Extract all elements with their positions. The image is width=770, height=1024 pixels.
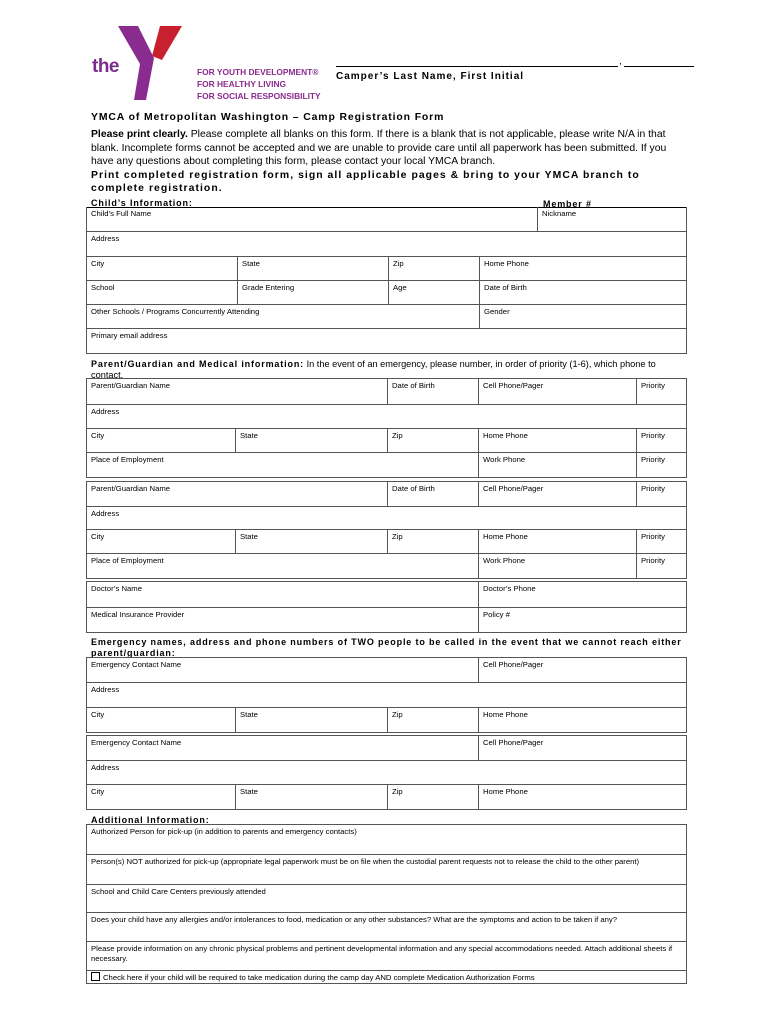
guardian-1-address-field[interactable]: Address (91, 407, 120, 416)
table-row (87, 207, 686, 231)
emergency-1-table (86, 657, 687, 733)
guardian-2-cell-priority[interactable]: Priority (636, 482, 686, 506)
logo-tagline (197, 66, 321, 102)
logo-the-text: the (92, 56, 119, 77)
guardian-1-table (86, 378, 687, 478)
medication-check-label: Check here if your child will be required to take medication during the camp day AND complete Medication Authorization Forms (103, 973, 535, 982)
previous-schools-field[interactable]: School and Child Care Centers previously attended (91, 887, 266, 896)
intro-paragraph (91, 128, 691, 196)
medication-checkbox[interactable] (91, 972, 100, 981)
tagline-line: FOR SOCIAL RESPONSIBILITY (197, 91, 321, 101)
guardian-2-work-priority[interactable]: Priority (636, 554, 686, 578)
guardian-2-address-field[interactable]: Address (91, 509, 120, 518)
policy-number-field[interactable]: Policy # (478, 608, 686, 632)
emergency-1-address-field[interactable]: Address (91, 685, 120, 694)
table-row (87, 607, 686, 632)
guardian-1-work-priority[interactable]: Priority (636, 453, 686, 477)
authorized-pickup-field[interactable]: Authorized Person for pick-up (in addition to parents and emergency contacts) (91, 827, 357, 836)
table-row (87, 912, 686, 941)
guardian-1-dob-field[interactable]: Date of Birth (387, 379, 478, 404)
table-row (87, 736, 686, 760)
guardian-2-state-field[interactable]: State (235, 530, 387, 553)
emergency-2-zip-field[interactable]: Zip (387, 785, 478, 809)
table-row (87, 825, 686, 854)
guardian-1-zip-field[interactable]: Zip (387, 429, 478, 452)
tagline-line: FOR YOUTH DEVELOPMENT® (197, 67, 319, 77)
table-row (87, 760, 686, 784)
guardian-1-work-phone-field[interactable]: Work Phone (478, 453, 636, 477)
table-row (87, 941, 686, 970)
table-row (87, 452, 686, 477)
emergency-2-address-field[interactable]: Address (91, 763, 120, 772)
table-row (87, 582, 686, 607)
child-city-field[interactable]: City (91, 259, 105, 268)
guardian-1-cell-priority[interactable]: Priority (636, 379, 686, 404)
not-authorized-pickup-field[interactable]: Person(s) NOT authorized for pick-up (appropriate legal paperwork must be on file when the custodial parent requests not to release the child to the other parent) (91, 857, 640, 866)
emergency-2-name-field[interactable]: Emergency Contact Name (91, 738, 182, 747)
child-zip-field[interactable]: Zip (388, 257, 479, 280)
guardian-2-dob-field[interactable]: Date of Birth (387, 482, 478, 506)
guardian-2-work-phone-field[interactable]: Work Phone (478, 554, 636, 578)
intro-text: Please complete all blanks on this form. If there is a blank that is not applicable, please write N/A in that blank. Incomplete forms cannot be accepted and we are unable to provide care until all paperwork has been submitted. If you have any questions about completing this form, please contact your local YMCA branch. (91, 129, 667, 167)
additional-info-heading: Additional Information: (91, 815, 210, 825)
guardian-2-city-field[interactable]: City (91, 532, 105, 541)
medical-table (86, 581, 687, 633)
table-row (87, 970, 686, 983)
emergency-2-table (86, 735, 687, 810)
table-row (87, 707, 686, 732)
chronic-problems-field[interactable]: Please provide information on any chronic physical problems and pertinent developmental information and any special accommodations needed. Attach additional sheets if necessary. (91, 944, 673, 963)
child-dob-field[interactable]: Date of Birth (479, 281, 686, 304)
emergency-1-state-field[interactable]: State (235, 708, 387, 732)
guardian-1-state-field[interactable]: State (235, 429, 387, 452)
age-field[interactable]: Age (388, 281, 479, 304)
allergies-field[interactable]: Does your child have any allergies and/or intolerances to food, medication or any other substances? What are the symptoms and action to be taken if any? (91, 915, 618, 924)
emergency-2-cell-field[interactable]: Cell Phone/Pager (478, 736, 686, 760)
table-row (87, 280, 686, 304)
table-row (87, 658, 686, 682)
child-address-field[interactable]: Address (91, 234, 120, 243)
gender-field[interactable]: Gender (479, 305, 686, 328)
table-row (87, 784, 686, 809)
guardian-2-employment-field[interactable]: Place of Employment (91, 556, 164, 565)
guardian-2-name-field[interactable]: Parent/Guardian Name (91, 484, 171, 493)
ymca-logo-icon (116, 24, 186, 100)
guardian-1-name-field[interactable]: Parent/Guardian Name (91, 381, 171, 390)
table-row (87, 379, 686, 404)
table-row (87, 231, 686, 256)
table-row (87, 682, 686, 707)
table-row (87, 428, 686, 452)
camper-first-initial-field[interactable] (624, 66, 694, 67)
doctor-name-field[interactable]: Doctor’s Name (91, 584, 142, 593)
school-field[interactable]: School (91, 283, 115, 292)
name-comma: , (619, 56, 622, 67)
insurance-provider-field[interactable]: Medical Insurance Provider (91, 610, 185, 619)
guardian-2-home-phone-field[interactable]: Home Phone (478, 530, 636, 553)
tagline-line: FOR HEALTHY LIVING (197, 79, 287, 89)
guardian-1-home-phone-field[interactable]: Home Phone (478, 429, 636, 452)
table-row (87, 884, 686, 912)
child-home-phone-field[interactable]: Home Phone (479, 257, 686, 280)
medication-check-row (87, 971, 686, 983)
table-row (87, 506, 686, 529)
guardian-2-cell-field[interactable]: Cell Phone/Pager (478, 482, 636, 506)
primary-email-field[interactable]: Primary email address (91, 331, 168, 340)
child-info-heading: Child’s Information: (91, 198, 193, 208)
child-full-name-field[interactable]: Child’s Full Name (91, 209, 152, 218)
form-title: YMCA of Metropolitan Washington – Camp Registration Form (91, 112, 445, 123)
guardian-2-home-priority[interactable]: Priority (636, 530, 686, 553)
emergency-1-home-phone-field[interactable]: Home Phone (478, 708, 686, 732)
emergency-heading: Emergency names, address and phone numbers of TWO people to be called in the event that we cannot reach either parent/guardian: (91, 637, 682, 658)
guardian-1-home-priority[interactable]: Priority (636, 429, 686, 452)
logo-ymca-text: YMCA (149, 68, 163, 91)
table-row (87, 304, 686, 328)
guardian-2-table (86, 481, 687, 579)
guardian-heading-title: Parent/Guardian and Medical information: (91, 359, 305, 369)
nickname-field[interactable]: Nickname (537, 207, 686, 231)
emergency-2-state-field[interactable]: State (235, 785, 387, 809)
guardian-2-zip-field[interactable]: Zip (387, 530, 478, 553)
additional-info-table (86, 824, 687, 984)
other-schools-field[interactable]: Other Schools / Programs Concurrently Attending (91, 307, 260, 316)
table-row (87, 553, 686, 578)
child-info-table (86, 207, 687, 354)
intro-lead: Please print clearly. (91, 129, 188, 140)
emergency-2-city-field[interactable]: City (91, 787, 105, 796)
table-row (87, 404, 686, 428)
grade-entering-field[interactable]: Grade Entering (237, 281, 388, 304)
child-state-field[interactable]: State (237, 257, 388, 280)
camper-last-name-field[interactable] (336, 66, 618, 67)
emergency-1-zip-field[interactable]: Zip (387, 708, 478, 732)
doctor-phone-field[interactable]: Doctor’s Phone (478, 582, 686, 607)
table-row (87, 529, 686, 553)
table-row (87, 256, 686, 280)
intro-instruction: Print completed registration form, sign all applicable pages & bring to your YMCA branch to complete registration. (91, 169, 640, 194)
guardian-1-employment-field[interactable]: Place of Employment (91, 455, 164, 464)
emergency-1-city-field[interactable]: City (91, 710, 105, 719)
guardian-heading-note: In the event of an emergency, please number, in order of priority (1-6), which phone to contact. (91, 359, 656, 380)
emergency-1-name-field[interactable]: Emergency Contact Name (91, 660, 182, 669)
guardian-1-city-field[interactable]: City (91, 431, 105, 440)
camper-name-label: Camper’s Last Name, First Initial (336, 71, 525, 82)
emergency-2-home-phone-field[interactable]: Home Phone (478, 785, 686, 809)
table-row (87, 328, 686, 353)
table-row (87, 482, 686, 506)
table-row (87, 854, 686, 884)
guardian-1-cell-field[interactable]: Cell Phone/Pager (478, 379, 636, 404)
emergency-1-cell-field[interactable]: Cell Phone/Pager (478, 658, 686, 682)
member-number-field[interactable]: Member # _______________ (543, 199, 683, 209)
